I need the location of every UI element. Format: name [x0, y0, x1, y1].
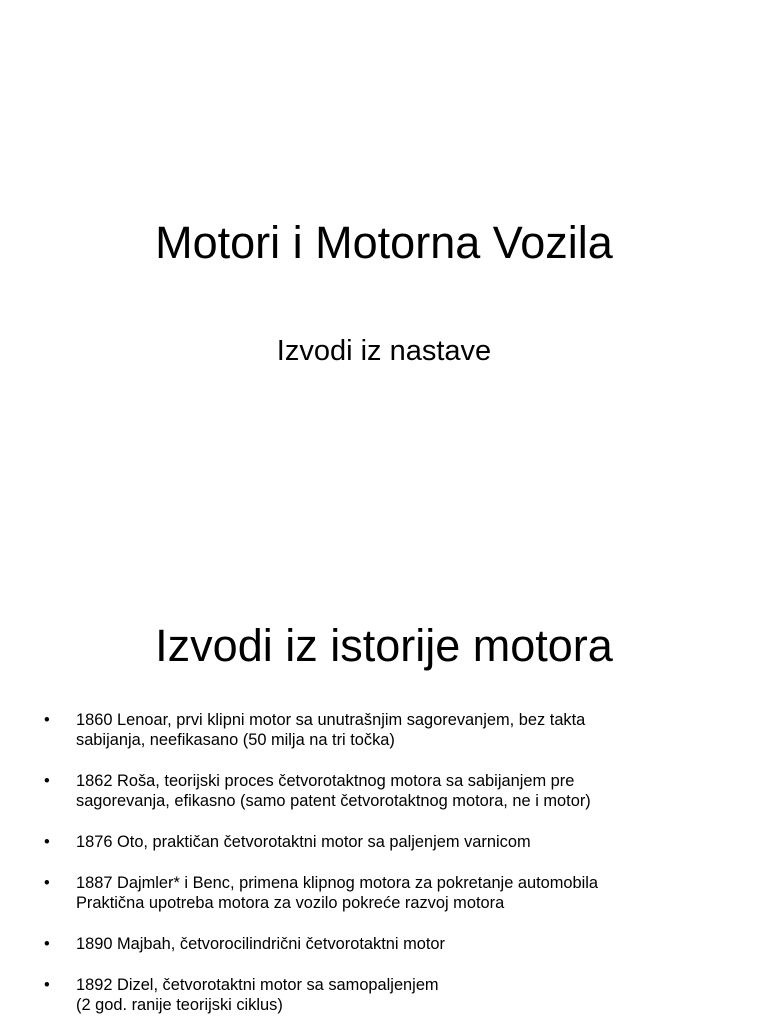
slide-title: Izvodi iz istorije motora — [155, 620, 613, 671]
bullet-list — [0, 710, 768, 1036]
bullet-item — [0, 832, 768, 852]
bullet-text: sagorevanja, efikasno (samo patent četvorotaktnog motora, ne i motor) — [76, 792, 591, 810]
bullet-text: 1862 Roša, teorijski proces četvorotaktnog motora sa sabijanjem pre — [76, 772, 575, 790]
bullet-icon: • — [44, 833, 50, 851]
bullet-text: Praktična upotreba motora za vozilo pokreće razvoj motora — [76, 894, 505, 912]
bullet-text: 1876 Oto, praktičan četvorotaktni motor sa paljenjem varnicom — [76, 833, 531, 851]
bullet-item — [0, 934, 768, 954]
bullet-icon: • — [44, 976, 50, 994]
bullet-icon: • — [44, 711, 50, 729]
bullet-item — [0, 873, 768, 913]
history-slide — [0, 512, 768, 1024]
bullet-text: (2 god. ranije teorijski ciklus) — [76, 996, 283, 1014]
slide-title: Motori i Motorna Vozila — [155, 217, 613, 268]
bullet-text: sabijanja, neefikasano (50 milja na tri točka) — [76, 731, 395, 749]
bullet-item — [0, 710, 768, 750]
bullet-text: 1887 Dajmler* i Benc, primena klipnog motora za pokretanje automobila — [76, 874, 599, 892]
bullet-icon: • — [44, 935, 50, 953]
bullet-icon: • — [44, 874, 50, 892]
bullet-text: 1890 Majbah, četvorocilindrični četvorotaktni motor — [76, 935, 445, 953]
bullet-item — [0, 975, 768, 1015]
bullet-text: 1860 Lenoar, prvi klipni motor sa unutrašnjim sagorevanjem, bez takta — [76, 711, 586, 729]
bullet-text: 1892 Dizel, četvorotaktni motor sa samopaljenjem — [76, 976, 439, 994]
slide-subtitle: Izvodi iz nastave — [276, 335, 492, 367]
bullet-item — [0, 771, 768, 811]
bullet-icon: • — [44, 772, 50, 790]
title-slide — [0, 0, 768, 512]
